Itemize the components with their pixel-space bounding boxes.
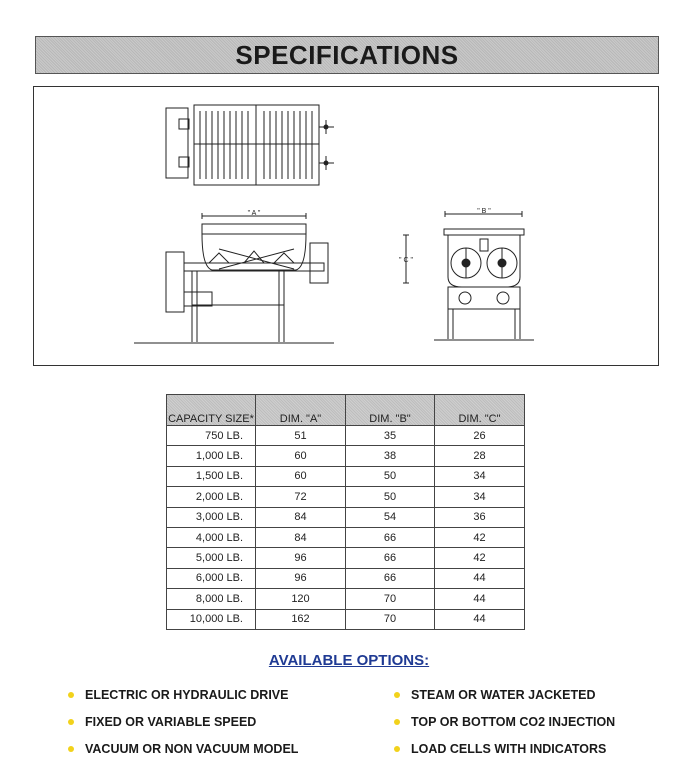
cell-dim-a: 60 <box>256 446 346 466</box>
cell-dim-c: 26 <box>435 426 525 446</box>
dim-b-label: " B " <box>477 208 491 215</box>
option-label: TOP OR BOTTOM CO2 INJECTION <box>411 715 616 729</box>
cell-dim-c: 44 <box>435 568 525 588</box>
cell-dim-b: 70 <box>346 609 435 629</box>
table-row <box>167 487 525 507</box>
cell-dim-a: 72 <box>256 487 346 507</box>
page-title: SPECIFICATIONS <box>235 39 459 70</box>
options-heading-wrap <box>0 652 698 670</box>
cell-dim-c: 34 <box>435 466 525 486</box>
cell-dim-a: 60 <box>256 466 346 486</box>
option-label: ELECTRIC OR HYDRAULIC DRIVE <box>85 688 289 702</box>
technical-drawing <box>33 86 659 366</box>
bullet-icon <box>394 719 400 725</box>
table-row <box>167 568 525 588</box>
header-dim-c: DIM. "C" <box>435 395 525 426</box>
title-bar <box>35 36 659 74</box>
bullet-icon <box>394 692 400 698</box>
cell-capacity: 10,000 LB. <box>167 609 256 629</box>
cell-dim-a: 120 <box>256 589 346 609</box>
table-row <box>167 507 525 527</box>
options-heading: AVAILABLE OPTIONS: <box>268 652 430 669</box>
option-item <box>394 715 615 729</box>
bullet-icon <box>394 746 400 752</box>
cell-capacity: 4,000 LB. <box>167 527 256 547</box>
cell-dim-b: 66 <box>346 548 435 568</box>
bullet-icon <box>68 692 74 698</box>
cell-dim-a: 51 <box>256 426 346 446</box>
dim-c-label: " C " <box>399 257 413 264</box>
table-row <box>167 548 525 568</box>
table-row <box>167 466 525 486</box>
bullet-icon <box>68 719 74 725</box>
table-row <box>167 426 525 446</box>
cell-capacity: 2,000 LB. <box>167 487 256 507</box>
cell-dim-b: 50 <box>346 487 435 507</box>
header-dim-b: DIM. "B" <box>346 395 435 426</box>
header-dim-a: DIM. "A" <box>256 395 346 426</box>
option-label: STEAM OR WATER JACKETED <box>411 688 596 702</box>
cell-capacity: 6,000 LB. <box>167 568 256 588</box>
cell-dim-c: 44 <box>435 609 525 629</box>
mixer-diagram <box>34 87 658 365</box>
cell-dim-b: 70 <box>346 589 435 609</box>
top-view <box>166 105 334 185</box>
end-view <box>403 211 534 340</box>
option-item <box>68 742 298 756</box>
cell-dim-b: 50 <box>346 466 435 486</box>
cell-dim-c: 34 <box>435 487 525 507</box>
specifications-table <box>166 394 525 630</box>
cell-dim-a: 96 <box>256 568 346 588</box>
option-item <box>394 742 606 756</box>
cell-dim-a: 96 <box>256 548 346 568</box>
table-row <box>167 527 525 547</box>
cell-capacity: 1,500 LB. <box>167 466 256 486</box>
option-label: FIXED OR VARIABLE SPEED <box>85 715 257 729</box>
cell-capacity: 8,000 LB. <box>167 589 256 609</box>
table-row <box>167 589 525 609</box>
table-header-row <box>167 395 525 426</box>
option-item <box>68 715 256 729</box>
cell-dim-c: 28 <box>435 446 525 466</box>
cell-dim-b: 66 <box>346 527 435 547</box>
option-label: VACUUM OR NON VACUUM MODEL <box>85 742 299 756</box>
cell-capacity: 5,000 LB. <box>167 548 256 568</box>
cell-dim-c: 42 <box>435 548 525 568</box>
option-item <box>68 688 288 702</box>
cell-dim-c: 42 <box>435 527 525 547</box>
cell-capacity: 750 LB. <box>167 426 256 446</box>
option-item <box>394 688 596 702</box>
cell-dim-c: 44 <box>435 589 525 609</box>
cell-dim-b: 54 <box>346 507 435 527</box>
bullet-icon <box>68 746 74 752</box>
cell-dim-b: 66 <box>346 568 435 588</box>
header-capacity: CAPACITY SIZE* <box>167 395 256 426</box>
cell-capacity: 3,000 LB. <box>167 507 256 527</box>
cell-dim-a: 84 <box>256 507 346 527</box>
cell-capacity: 1,000 LB. <box>167 446 256 466</box>
cell-dim-c: 36 <box>435 507 525 527</box>
side-view <box>134 213 334 343</box>
option-label: LOAD CELLS WITH INDICATORS <box>411 742 607 756</box>
table-row <box>167 446 525 466</box>
cell-dim-a: 84 <box>256 527 346 547</box>
cell-dim-b: 38 <box>346 446 435 466</box>
dim-a-label: " A " <box>247 210 261 217</box>
cell-dim-a: 162 <box>256 609 346 629</box>
table-row <box>167 609 525 629</box>
cell-dim-b: 35 <box>346 426 435 446</box>
